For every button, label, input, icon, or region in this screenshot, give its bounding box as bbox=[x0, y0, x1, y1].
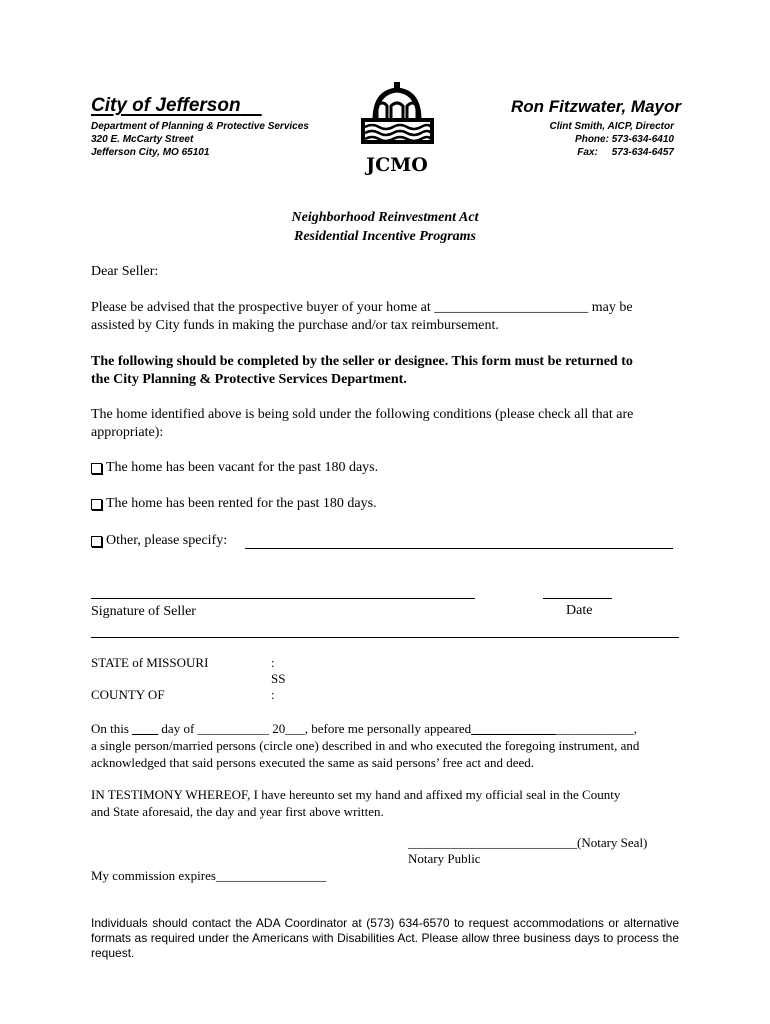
other-checkbox[interactable] bbox=[91, 536, 102, 547]
colon-1: : bbox=[271, 655, 275, 670]
street-address: 320 E. McCarty Street bbox=[91, 134, 194, 145]
on-this-paragraph: On this ____ day of ___________ 20___, before me personally appeared_________________________, a single person/married persons (circle one) described in and who executed the foregoing instrument, and acknowledged that said persons executed the same as said persons’ free act and deed. bbox=[91, 721, 640, 770]
state-label: STATE of MISSOURI bbox=[91, 655, 209, 670]
county-label: COUNTY OF bbox=[91, 687, 165, 702]
conditions-paragraph: The home identified above is being sold under the following conditions (please check all that are appropriate): bbox=[91, 407, 634, 440]
option-rented[interactable]: The home has been rented for the past 180 days. bbox=[91, 496, 377, 512]
city-state-zip: Jefferson City, MO 65101 bbox=[91, 147, 210, 158]
bold-notice: The following should be completed by the seller or designee. This form must be returned to the City Planning & Protective Services Department. bbox=[91, 354, 633, 387]
section-divider bbox=[91, 637, 679, 638]
ss-label: SS bbox=[271, 671, 286, 686]
vacant-checkbox[interactable] bbox=[91, 463, 102, 474]
appeared-blank[interactable]: _____________ bbox=[471, 721, 556, 736]
notary-public-label: Notary Public bbox=[408, 851, 481, 866]
advise-paragraph: Please be advised that the prospective buyer of your home at ______________________ may be assisted by City funds in making the purchase and/or tax reimbursement. bbox=[91, 300, 633, 333]
commission-expires[interactable]: My commission expires_________________ bbox=[91, 868, 327, 883]
seller-signature-line[interactable] bbox=[91, 598, 475, 599]
jcmo-logo bbox=[355, 80, 440, 175]
city-title: City of Jefferson bbox=[91, 95, 241, 116]
mayor-name: Ron Fitzwater, Mayor bbox=[510, 97, 681, 116]
rented-checkbox[interactable] bbox=[91, 499, 102, 510]
ada-footer: Individuals should contact the ADA Coordinator at (573) 634-6570 to request accommodations or alternative formats as required under the Americans with Disabilities Act. Please allow three business days to process the request. bbox=[91, 916, 679, 960]
notary-seal-line[interactable]: __________________________(Notary Seal) bbox=[408, 835, 648, 850]
month-blank[interactable]: ___________ bbox=[197, 721, 270, 736]
director-contact bbox=[470, 120, 674, 159]
salutation: Dear Seller: bbox=[91, 264, 159, 279]
svg-text:JCMO: JCMO bbox=[366, 154, 428, 175]
date-line[interactable] bbox=[543, 598, 612, 599]
department-name: Department of Planning & Protective Services bbox=[91, 121, 309, 132]
option-other[interactable]: Other, please specify: bbox=[91, 533, 227, 549]
other-specify-line[interactable] bbox=[245, 548, 673, 549]
option-vacant[interactable]: The home has been vacant for the past 180 days. bbox=[91, 460, 378, 476]
signature-label: Signature of Seller bbox=[91, 604, 196, 619]
date-label: Date bbox=[566, 603, 593, 618]
fax-row: Fax: 573-634-6457 bbox=[577, 147, 674, 158]
testimony-paragraph: IN TESTIMONY WHEREOF, I have hereunto set my hand and affixed my official seal in the County and State aforesaid, the day and year first above written. bbox=[91, 787, 621, 819]
form-title-line1: Neighborhood Reinvestment Act bbox=[291, 210, 479, 225]
department-address bbox=[91, 120, 309, 159]
form-title-line2: Residential Incentive Programs bbox=[294, 229, 476, 244]
day-blank[interactable]: ____ bbox=[132, 721, 159, 736]
phone-row: Phone: 573-634-6410 bbox=[575, 134, 674, 145]
director-name: Clint Smith, AICP, Director bbox=[549, 121, 674, 132]
colon-2: : bbox=[271, 687, 275, 702]
